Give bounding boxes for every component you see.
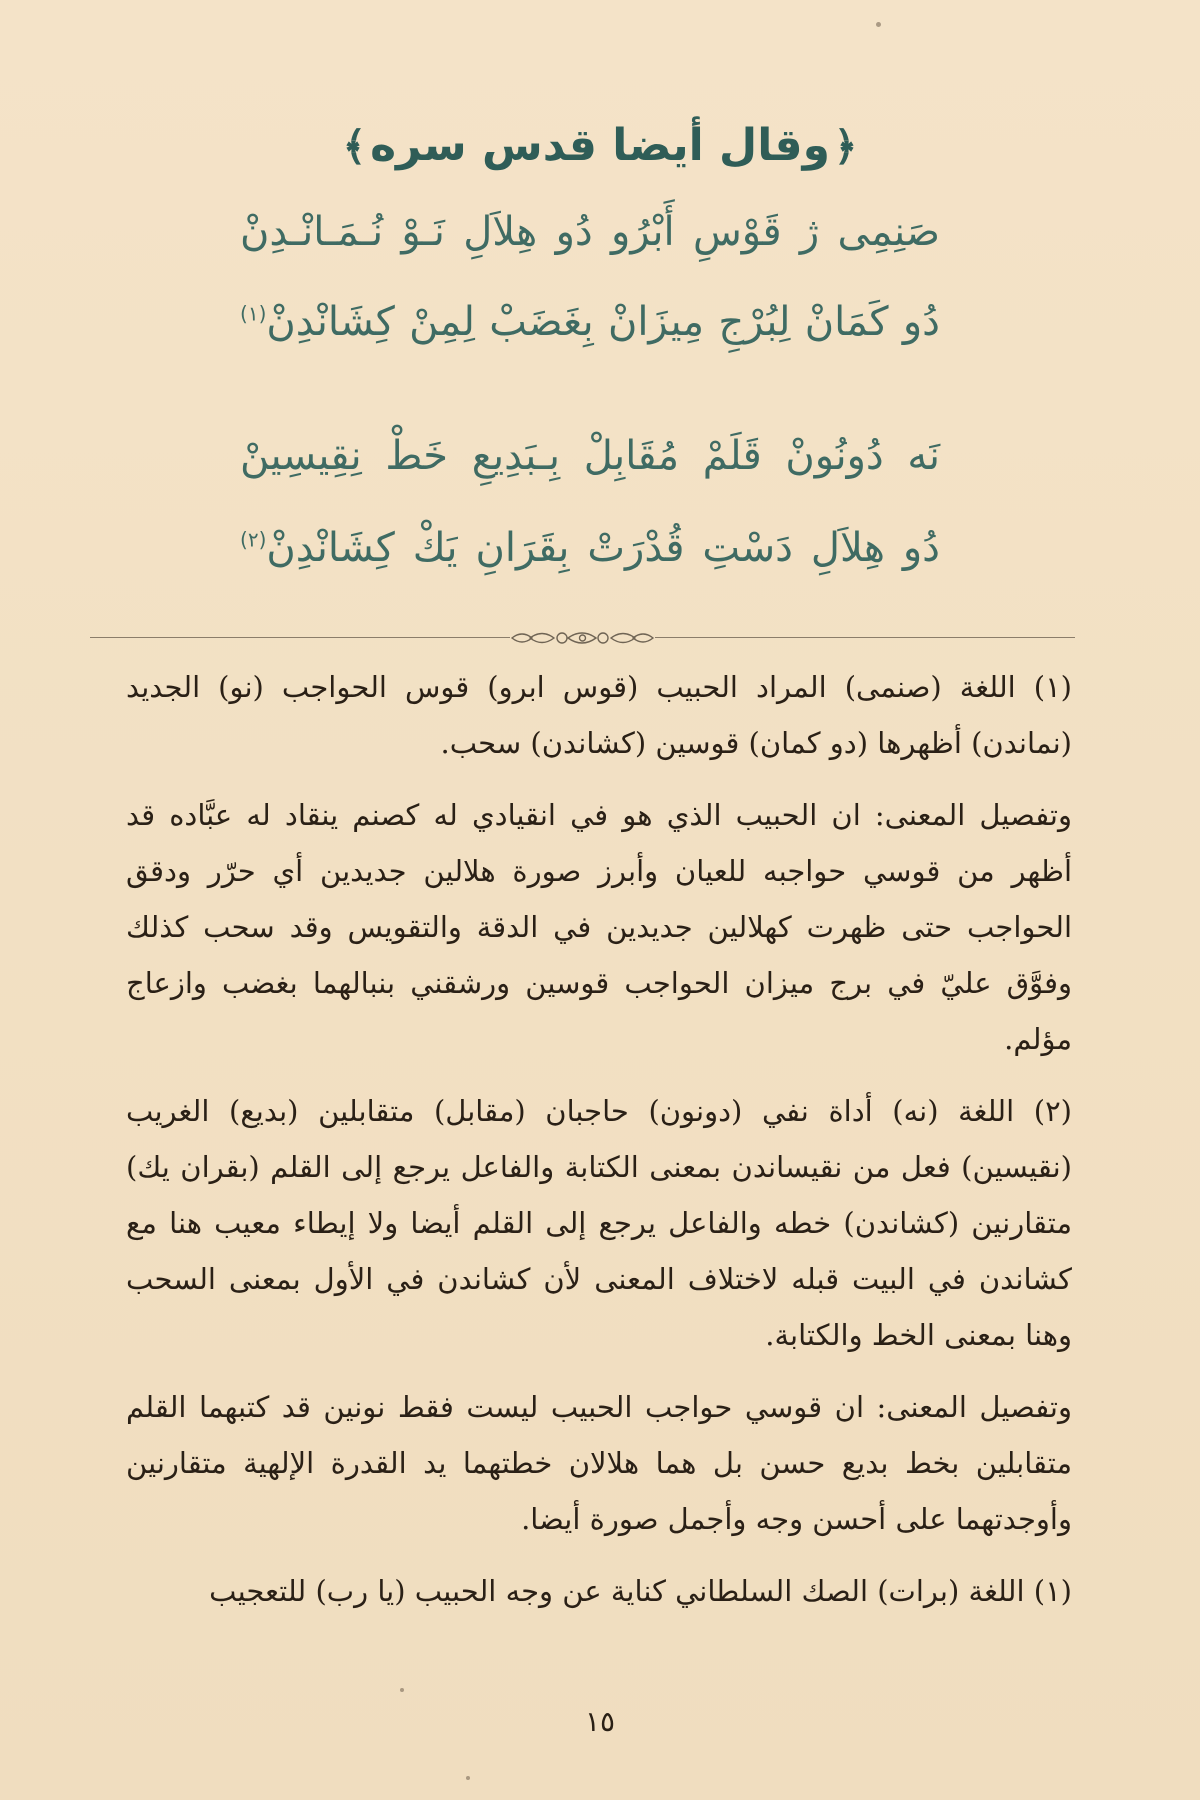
verse-line [240,296,940,348]
footnote-paragraph: وتفصيل المعنى: ان الحبيب الذي هو في انقيادي له كصنم ينقاد له عبَّاده قد أظهر من قوسي حواجبه للعيان وأبرز صورة هلالين جديدين أي حرّر ودقق الحواجب حتى ظهرت كهلالين جديدين في الدقة والتقويس وقد سحب كذلك وفوَّق عليّ في برج ميزان الحواجب قوسين ورشقني بنبالهما بغضب وازعاج مؤلم. [126,797,1072,1056]
footnote-mark: (٢) [240,527,267,552]
footnote-paragraph: (١) اللغة (برات) الصك السلطاني كناية عن وجه الحبيب (يا رب) للتعجيب [209,1573,1072,1608]
footnote-divider [90,628,1075,648]
verse-line [240,522,940,574]
ornamental-bracket-icon: ﴿ [833,124,858,170]
verse-text: دُو هِلاَلِ دَسْتِ قُدْرَتْ بِقَرَانِ يَكْ كِشَانْدِنْ [266,525,940,571]
page-number: ١٥ [584,1705,616,1738]
divider-line [655,637,1075,638]
paper-speck [400,1688,404,1692]
poem-heading [0,120,1200,171]
paper-speck [876,22,881,27]
footnote-mark: (١) [240,301,267,326]
footnotes [126,660,1072,1636]
verse-line [240,206,940,258]
footnote-paragraph: (١) اللغة (صنمى) المراد الحبيب (قوس ابرو) قوس الحواجب (نو) الجديد (نماندن) أظهرها (دو كمان) قوسين (كشاندن) سحب. [126,670,1072,760]
ornament-knot-icon [510,628,655,648]
verse-text: نَه دُونُونْ قَلَمْ مُقَابِلْ بِـبَدِيعِ خَطْ نِقِيسِينْ [240,433,940,479]
verse-line [240,430,940,482]
poem-heading-text: وقال أيضا قدس سره [370,120,830,171]
divider-line [90,637,510,638]
verse-text: دُو كَمَانْ لِبُرْجِ مِيزَانْ بِغَضَبْ لِمِنْ كِشَانْدِنْ [266,299,940,345]
footnote-paragraph: وتفصيل المعنى: ان قوسي حواجب الحبيب ليست فقط نونين قد كتبهما القلم متقابلين بخط بديع حسن بل هما هلالان خطتهما يد القدرة الإلهية متقارنين وأوجدتهما على أحسن وجه وأجمل صورة أيضا. [126,1389,1072,1536]
footnote-paragraph: (٢) اللغة (نه) أداة نفي (دونون) حاجبان (مقابل) متقابلين (بديع) الغريب (نقيسين) فعل من نقيساندن بمعنى الكتابة والفاعل يرجع إلى القلم (بقران يك) متقارنين (كشاندن) خطه والفاعل يرجع إلى القلم أيضا ولا إيطاء معيب هنا مع كشاندن في البيت قبله لاختلاف المعنى لأن كشاندن في الأول بمعنى السحب وهنا بمعنى الخط والكتابة. [126,1093,1072,1352]
paper-speck [466,1776,470,1780]
verse-text: صَنِمِى ژ قَوْسِ أَبْرُو دُو هِلاَلِ نَـوْ نُـمَـانْـدِنْ [240,209,940,255]
ornamental-bracket-icon: ﴾ [342,124,367,170]
